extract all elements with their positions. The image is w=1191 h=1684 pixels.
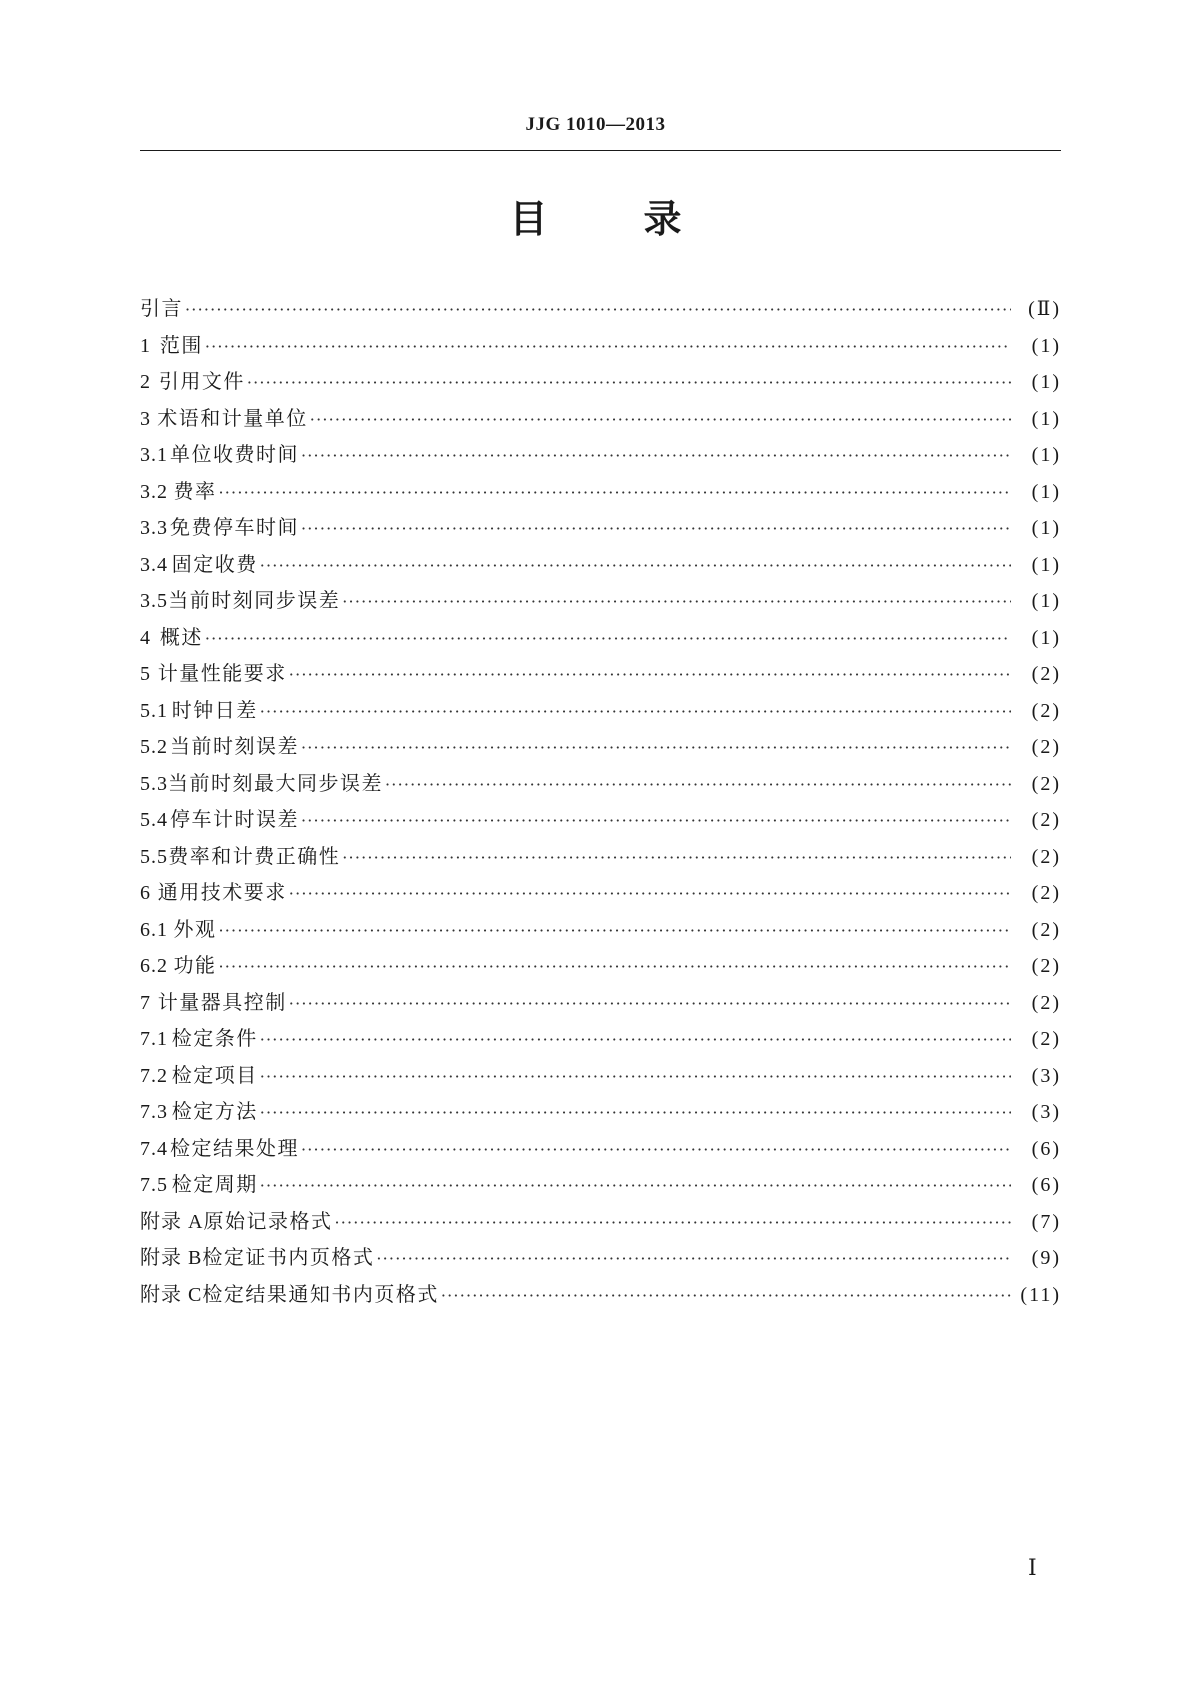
toc-entry-number: 3 xyxy=(140,407,151,430)
toc-entry-label: 当前时刻误差 xyxy=(169,734,299,758)
toc-entry-number: 7.2 xyxy=(140,1064,168,1087)
toc-entry-number: 7.3 xyxy=(140,1101,168,1123)
toc-entry-page: (1) xyxy=(1031,590,1061,612)
toc-entry-number: 5.3 xyxy=(140,772,168,795)
toc-entry-label: 引用文件 xyxy=(158,369,245,393)
toc-entry[interactable] xyxy=(140,728,1061,765)
toc-entry-number: 7.1 xyxy=(140,1028,168,1050)
toc-dot-leader xyxy=(247,365,1011,402)
toc-entry-label: 费率和计费正确性 xyxy=(168,843,341,868)
title-char-left: 目 xyxy=(509,197,548,241)
toc-entry[interactable] xyxy=(140,363,1061,400)
toc-entry[interactable] xyxy=(140,838,1061,875)
toc-entry-number: 7.5 xyxy=(140,1174,168,1196)
toc-entry[interactable] xyxy=(140,692,1061,729)
toc-entry-number: 3.4 xyxy=(140,553,168,576)
toc-entry-number: 2 xyxy=(140,371,151,393)
toc-dot-leader xyxy=(301,511,1011,548)
toc-entry-label: 检定证书内页格式 xyxy=(202,1245,375,1269)
toc-dot-leader xyxy=(301,1132,1011,1169)
toc-dot-leader xyxy=(334,1205,1011,1242)
toc-entry-page: (3) xyxy=(1031,1101,1061,1123)
toc-entry[interactable] xyxy=(140,655,1061,692)
toc-entry-number: 5.1 xyxy=(140,699,168,722)
toc-dot-leader xyxy=(218,475,1011,512)
toc-entry-number: 6.2 xyxy=(140,955,168,977)
toc-entry-page: (2) xyxy=(1031,809,1061,831)
toc-entry-page: (2) xyxy=(1031,845,1061,868)
running-header: JJG 1010—2013 xyxy=(525,114,666,135)
toc-entry-number: 1 xyxy=(140,334,151,357)
toc-entry-number: 附录 C xyxy=(140,1283,203,1306)
toc-entry-page: (1) xyxy=(1031,553,1061,576)
toc-entry-page: (2) xyxy=(1031,772,1061,795)
toc-entry-number: 6.1 xyxy=(140,918,168,941)
toc-entry[interactable] xyxy=(140,1020,1061,1057)
toc-entry-label: 停车计时误差 xyxy=(169,807,299,831)
toc-entry[interactable] xyxy=(140,1057,1061,1094)
toc-entry-page: (1) xyxy=(1031,444,1061,466)
page-title xyxy=(0,197,1191,241)
page-folio: Ⅰ xyxy=(1028,1555,1037,1580)
toc-entry-number: 附录 B xyxy=(140,1247,203,1269)
toc-dot-leader xyxy=(218,949,1011,986)
toc-entry-number: 3.5 xyxy=(140,590,168,612)
toc-entry[interactable] xyxy=(140,947,1061,984)
toc-entry-label: 检定条件 xyxy=(171,1026,258,1050)
header-rule xyxy=(140,150,1061,151)
toc-entry-label: 单位收费时间 xyxy=(169,442,299,466)
toc-entry-number: 3.1 xyxy=(140,444,168,466)
toc-entry-page: (2) xyxy=(1031,663,1061,685)
toc-dot-leader xyxy=(218,913,1011,950)
toc-dot-leader xyxy=(301,803,1011,840)
toc-entry-label: 原始记录格式 xyxy=(203,1208,333,1233)
toc-entry-label: 检定结果通知书内页格式 xyxy=(202,1281,439,1306)
toc-dot-leader xyxy=(301,730,1011,767)
toc-entry[interactable] xyxy=(140,400,1061,437)
toc-entry-number: 附录 A xyxy=(140,1210,204,1233)
toc-entry-label: 计量性能要求 xyxy=(157,661,287,685)
toc-entry-label: 范围 xyxy=(159,332,203,357)
toc-entry[interactable] xyxy=(140,327,1061,364)
toc-entry[interactable] xyxy=(140,765,1061,802)
toc-entry-page: (3) xyxy=(1031,1064,1061,1087)
toc-dot-leader xyxy=(441,1278,1011,1315)
toc-entry-number: 5.4 xyxy=(140,809,168,831)
table-of-contents xyxy=(140,290,1061,1312)
toc-entry[interactable] xyxy=(140,1093,1061,1130)
toc-entry-page: (1) xyxy=(1031,480,1061,503)
toc-entry-page: (6) xyxy=(1031,1174,1061,1196)
toc-dot-leader xyxy=(376,1241,1011,1278)
toc-dot-leader xyxy=(205,621,1011,658)
toc-entry-label: 免费停车时间 xyxy=(169,515,299,539)
toc-dot-leader xyxy=(260,1168,1011,1205)
toc-entry-label: 概述 xyxy=(159,624,203,649)
toc-entry[interactable] xyxy=(140,874,1061,911)
toc-entry-page: (7) xyxy=(1031,1210,1061,1233)
toc-entry-page: (Ⅱ) xyxy=(1028,298,1061,320)
toc-entry[interactable] xyxy=(140,801,1061,838)
toc-entry-number: 5.2 xyxy=(140,736,168,758)
toc-entry-number: 7.4 xyxy=(140,1137,168,1160)
toc-dot-leader xyxy=(260,1022,1011,1059)
toc-entry-page: (11) xyxy=(1020,1283,1061,1306)
toc-dot-leader xyxy=(260,694,1011,731)
toc-dot-leader xyxy=(301,438,1011,475)
toc-dot-leader xyxy=(289,876,1011,913)
toc-dot-leader xyxy=(310,402,1011,439)
toc-entry-page: (2) xyxy=(1031,1028,1061,1050)
toc-entry-page: (2) xyxy=(1031,955,1061,977)
toc-entry-number: 3.2 xyxy=(140,480,168,503)
toc-entry-label: 检定结果处理 xyxy=(169,1135,299,1160)
toc-entry[interactable] xyxy=(140,1130,1061,1167)
toc-entry-label: 术语和计量单位 xyxy=(157,405,308,430)
toc-dot-leader xyxy=(205,329,1011,366)
toc-entry-label: 引言 xyxy=(140,296,183,320)
toc-entry-page: (2) xyxy=(1031,991,1061,1014)
toc-entry[interactable] xyxy=(140,1276,1061,1313)
toc-entry-label: 检定周期 xyxy=(171,1172,258,1196)
toc-dot-leader xyxy=(185,292,1011,329)
toc-entry-label: 费率 xyxy=(173,478,217,503)
toc-dot-leader xyxy=(260,548,1011,585)
toc-entry-number: 6 xyxy=(140,882,151,904)
toc-entry-label: 计量器具控制 xyxy=(157,989,287,1014)
toc-entry-page: (1) xyxy=(1031,334,1061,357)
toc-dot-leader xyxy=(289,657,1011,694)
toc-entry-label: 检定项目 xyxy=(171,1062,258,1087)
toc-dot-leader xyxy=(260,1095,1011,1132)
toc-entry-page: (2) xyxy=(1031,699,1061,722)
toc-dot-leader xyxy=(260,1059,1011,1096)
title-char-right: 录 xyxy=(643,197,682,241)
toc-entry[interactable] xyxy=(140,509,1061,546)
toc-entry[interactable] xyxy=(140,473,1061,510)
toc-entry[interactable] xyxy=(140,546,1061,583)
toc-entry-number: 5.5 xyxy=(140,845,168,868)
toc-entry[interactable] xyxy=(140,911,1061,948)
toc-entry-label: 时钟日差 xyxy=(171,697,258,722)
toc-entry-label: 检定方法 xyxy=(171,1099,258,1123)
toc-dot-leader xyxy=(289,986,1011,1023)
toc-entry-label: 当前时刻最大同步误差 xyxy=(168,770,383,795)
toc-entry-number: 7 xyxy=(140,991,151,1014)
toc-entry-page: (6) xyxy=(1031,1137,1061,1160)
toc-entry-page: (2) xyxy=(1031,882,1061,904)
toc-entry-page: (1) xyxy=(1031,517,1061,539)
toc-entry-page: (1) xyxy=(1031,371,1061,393)
toc-dot-leader xyxy=(342,584,1011,621)
toc-entry-label: 通用技术要求 xyxy=(157,880,287,904)
toc-entry[interactable] xyxy=(140,619,1061,656)
toc-entry-page: (9) xyxy=(1031,1247,1061,1269)
toc-entry-page: (1) xyxy=(1031,626,1061,649)
toc-entry-number: 4 xyxy=(140,626,151,649)
toc-entry[interactable] xyxy=(140,1239,1061,1276)
toc-entry-page: (2) xyxy=(1031,918,1061,941)
toc-entry[interactable] xyxy=(140,582,1061,619)
toc-entry-label: 功能 xyxy=(173,953,217,977)
toc-entry-page: (2) xyxy=(1031,736,1061,758)
toc-entry[interactable] xyxy=(140,290,1061,327)
toc-entry-label: 外观 xyxy=(173,916,217,941)
toc-dot-leader xyxy=(385,767,1011,804)
toc-entry-page: (1) xyxy=(1031,407,1061,430)
toc-entry[interactable] xyxy=(140,1203,1061,1240)
toc-entry[interactable] xyxy=(140,436,1061,473)
toc-entry-number: 3.3 xyxy=(140,517,168,539)
toc-dot-leader xyxy=(342,840,1011,877)
toc-entry[interactable] xyxy=(140,1166,1061,1203)
toc-entry-label: 固定收费 xyxy=(171,551,258,576)
toc-entry-label: 当前时刻同步误差 xyxy=(168,588,341,612)
toc-entry[interactable] xyxy=(140,984,1061,1021)
toc-entry-number: 5 xyxy=(140,663,151,685)
